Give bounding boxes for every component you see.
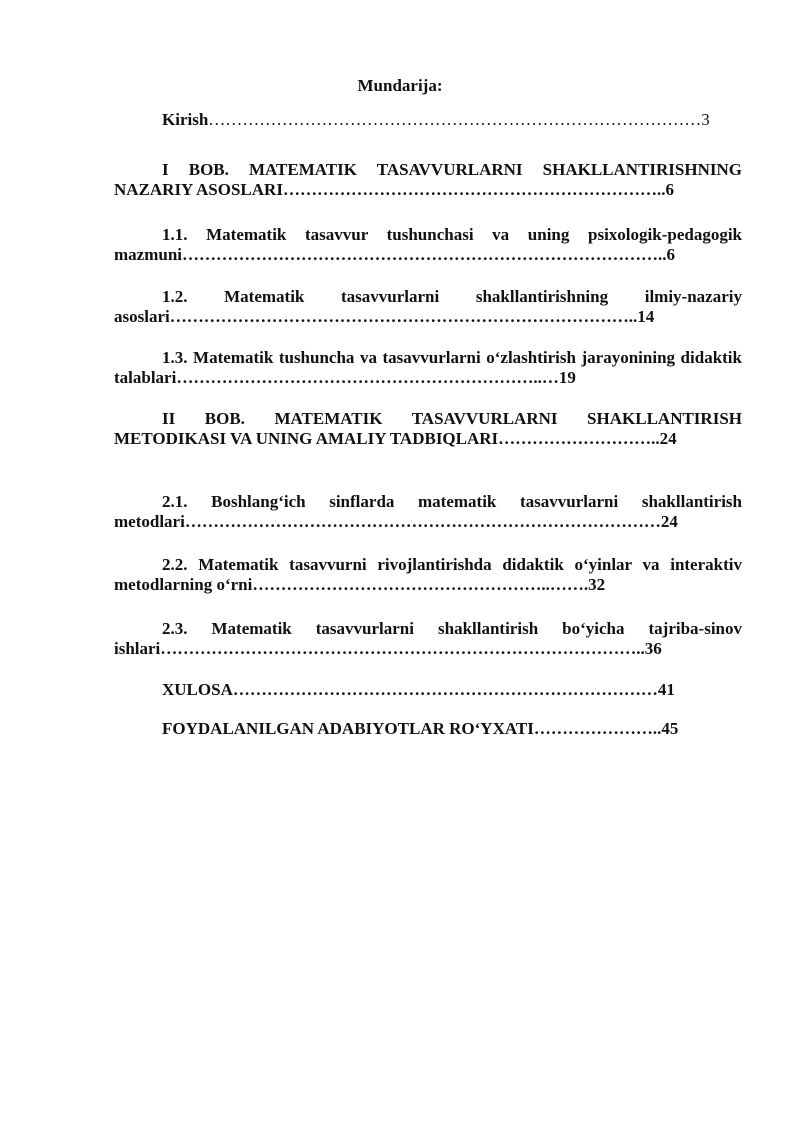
toc-title: Mundarija: — [357, 76, 443, 95]
toc-leader: ……………………………………………………………………….. — [169, 307, 638, 326]
toc-leader: ………………………………………………………………………… — [184, 512, 661, 531]
toc-entry-2-1 — [114, 492, 742, 532]
toc-entry-text: 1.3. Matematik tushuncha va tasavvurlarni o‘zlashtirish jarayonining didaktik talablari — [114, 348, 742, 387]
toc-entry-kirish — [162, 110, 742, 130]
toc-entry-text: XULOSA — [162, 680, 233, 699]
toc-entry-2-2 — [114, 555, 742, 595]
toc-entry-text: 2.1. Boshlang‘ich sinflarda matematik tasavvurlarni shakllantirish metodlari — [114, 492, 742, 531]
toc-entry-1-1 — [114, 225, 742, 265]
toc-page-number: 41 — [657, 680, 675, 699]
toc-leader: ………………………………………………………..… — [176, 368, 559, 387]
toc-leader: …………………………………………………………………………… — [208, 110, 702, 129]
toc-entry-text: FOYDALANILGAN ADABIYOTLAR RO‘YXATI — [162, 719, 534, 738]
toc-leader: ………………………………………………………………… — [232, 680, 658, 699]
toc-page-number: 6 — [666, 245, 675, 264]
toc-entry-1-3 — [114, 348, 742, 388]
toc-entry-text: 2.2. Matematik tasavvurni rivojlantirishda didaktik o‘yinlar va interaktiv metodlarning o‘rni — [114, 555, 742, 594]
toc-page-number: 45 — [661, 719, 679, 738]
toc-page-number: 24 — [660, 512, 678, 531]
toc-entry-2-3 — [114, 619, 742, 659]
toc-entry-xulosa — [162, 680, 742, 700]
toc-leader: ………………………………………………………….. — [282, 180, 666, 199]
toc-entry-1-2 — [114, 287, 742, 327]
toc-entry-text: Kirish — [162, 110, 209, 129]
toc-page-number: 36 — [644, 639, 662, 658]
toc-page-number: 14 — [637, 307, 655, 326]
toc-entry-chapter-2 — [114, 409, 742, 449]
toc-page-number: 6 — [665, 180, 674, 199]
toc-entry-text: 1.1. Matematik tasavvur tushunchasi va uning psixologik-pedagogik mazmuni — [114, 225, 742, 264]
toc-page-number: 3 — [701, 110, 710, 129]
toc-page-number: 32 — [588, 575, 606, 594]
toc-page-number: 19 — [558, 368, 576, 387]
toc-entry-adabiyotlar — [162, 719, 742, 739]
toc-leader: ……………………….. — [498, 429, 660, 448]
toc-page-number: 24 — [659, 429, 677, 448]
toc-entry-text: II BOB. MATEMATIK TASAVVURLARNI SHAKLLANTIRISH METODIKASI VA UNING AMALIY TADBIQLARI — [114, 409, 742, 448]
toc-leader: ………………….. — [533, 719, 662, 738]
toc-leader: ………………………………………………………………………….. — [160, 639, 645, 658]
toc-entry-text: 1.2. Matematik tasavvurlarni shakllantirishning ilmiy-nazariy asoslari — [114, 287, 742, 326]
toc-entry-chapter-1 — [114, 160, 742, 200]
toc-leader: ……………………………………………..……. — [252, 575, 589, 594]
toc-entry-text: 2.3. Matematik tasavvurlarni shakllantirish bo‘yicha tajriba-sinov ishlari — [114, 619, 742, 658]
toc-entry-text: I BOB. MATEMATIK TASAVVURLARNI SHAKLLANTIRISHNING NAZARIY ASOSLARI — [114, 160, 742, 199]
toc-leader: ………………………………………………………………………….. — [182, 245, 667, 264]
